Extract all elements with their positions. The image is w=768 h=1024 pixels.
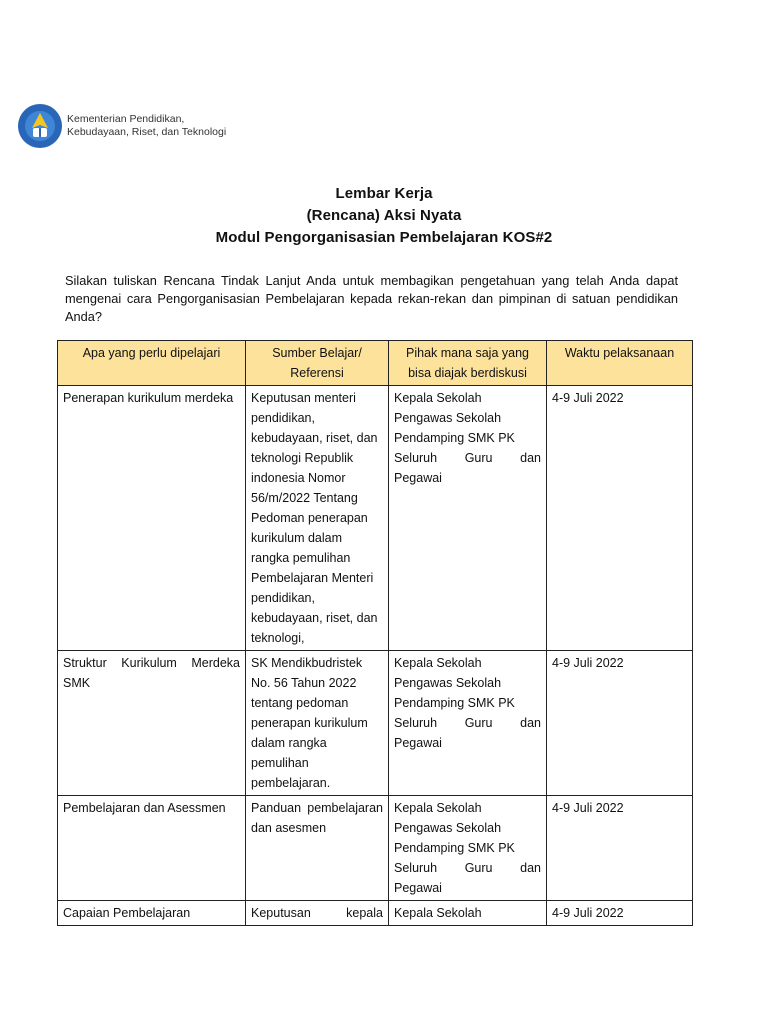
cell-time: 4-9 Juli 2022 <box>547 901 693 926</box>
cell-topic: Struktur Kurikulum Merdeka SMK <box>58 651 246 796</box>
cell-parties <box>389 386 547 651</box>
party-item: Kepala Sekolah <box>394 801 482 815</box>
header-time: Waktu pelaksanaan <box>547 341 693 386</box>
party-item: Kepala Sekolah <box>394 656 482 670</box>
title-line-3: Modul Pengorganisasian Pembelajaran KOS#2 <box>215 229 553 246</box>
cell-time: 4-9 Juli 2022 <box>547 386 693 651</box>
party-item: Pendamping SMK PK <box>394 841 515 855</box>
party-item: Seluruh Guru dan <box>394 861 541 875</box>
party-item: Kepala Sekolah <box>394 391 482 405</box>
cell-topic: Pembelajaran dan Asessmen <box>58 796 246 901</box>
cell-topic: Capaian Pembelajaran <box>58 901 246 926</box>
header-parties: Pihak mana saja yang bisa diajak berdiskusi <box>389 341 547 386</box>
party-item: Pendamping SMK PK <box>394 431 515 445</box>
ministry-name-line1: Kementerian Pendidikan, <box>67 113 185 125</box>
cell-time: 4-9 Juli 2022 <box>547 651 693 796</box>
party-item: Pegawai <box>394 881 442 895</box>
instruction-paragraph: Silakan tuliskan Rencana Tindak Lanjut Anda untuk membagikan pengetahuan yang telah Anda dapat mengenai cara Pengorganisasian Pembelajaran kepada rekan-rekan dan pimpinan di satuan pendidikan Anda? <box>65 273 678 324</box>
header-source: Sumber Belajar/ Referensi <box>246 341 389 386</box>
table-row <box>58 796 693 901</box>
table-row <box>58 386 693 651</box>
party-item: Pegawai <box>394 471 442 485</box>
party-item: Pengawas Sekolah <box>394 676 502 690</box>
party-item: Seluruh Guru dan <box>394 451 541 465</box>
party-item: Kepala Sekolah <box>394 906 482 920</box>
party-item: Pengawas Sekolah <box>394 821 502 835</box>
table-header-row <box>58 341 693 386</box>
cell-parties <box>389 901 547 926</box>
cell-source: Keputusan menteri pendidikan, kebudayaan, riset, dan teknologi Republik indonesia Nomor 56/m/2022 Tentang Pedoman penerapan kurikulum dalam rangka pemulihan Pembelajaran Menteri pendidikan, kebudayaan, riset, dan teknologi, <box>246 386 389 651</box>
tut-wuri-handayani-logo-icon <box>18 104 62 148</box>
cell-source: Panduan pembelajaran dan asesmen <box>246 796 389 901</box>
title-line-1: Lembar Kerja <box>335 185 433 202</box>
cell-topic: Penerapan kurikulum merdeka <box>58 386 246 651</box>
party-item: Seluruh Guru dan <box>394 716 541 730</box>
party-item: Pegawai <box>394 736 442 750</box>
cell-parties <box>389 796 547 901</box>
table-row <box>58 651 693 796</box>
title-line-2: (Rencana) Aksi Nyata <box>306 207 462 224</box>
cell-source: SK Mendikbudristek No. 56 Tahun 2022 tentang pedoman penerapan kurikulum dalam rangka pemulihan pembelajaran. <box>246 651 389 796</box>
ministry-name-line2: Kebudayaan, Riset, dan Teknologi <box>67 126 227 138</box>
party-item: Pendamping SMK PK <box>394 696 515 710</box>
table-row <box>58 901 693 926</box>
document-title <box>0 183 768 249</box>
ministry-header <box>18 104 226 148</box>
action-plan-table <box>57 340 693 926</box>
party-item: Pengawas Sekolah <box>394 411 502 425</box>
cell-source: Keputusan kepala <box>246 901 389 926</box>
header-topic: Apa yang perlu dipelajari <box>58 341 246 386</box>
cell-time: 4-9 Juli 2022 <box>547 796 693 901</box>
cell-parties <box>389 651 547 796</box>
